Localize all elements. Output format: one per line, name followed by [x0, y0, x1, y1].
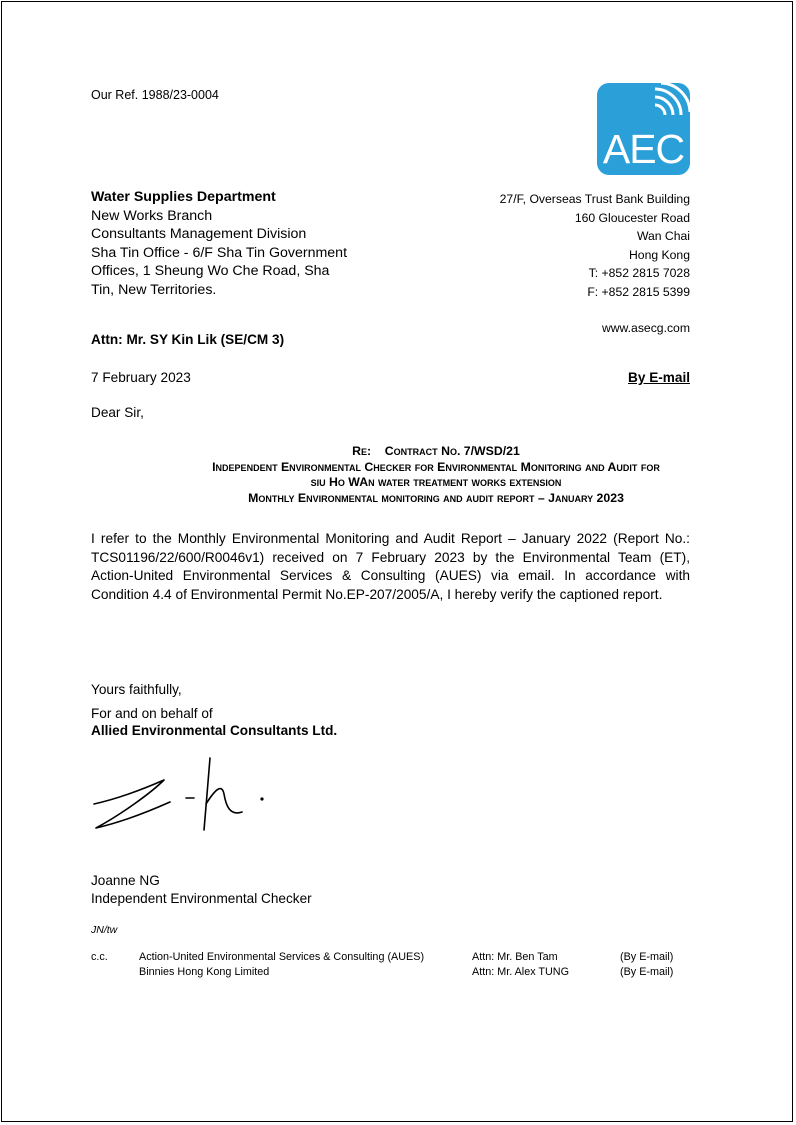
office-fax: F: +852 2815 5399: [587, 284, 690, 299]
cc-organization: Action-United Environmental Services & Consulting (AUES): [139, 951, 425, 963]
recipient-line: Offices, 1 Sheung Wo Che Road, Sha: [91, 263, 330, 280]
signer-name: Joanne NG: [91, 873, 160, 888]
letter-date: 7 February 2023: [91, 370, 191, 385]
subject-project: siu Ho WAn water treatment works extension: [310, 475, 562, 490]
company-logo: [597, 83, 690, 175]
office-address-line: 27/F, Overseas Trust Bank Building: [499, 192, 690, 206]
recipient-organization: Water Supplies Department: [91, 189, 276, 205]
recipient-line: Consultants Management Division: [91, 226, 307, 243]
reference-number: Our Ref. 1988/23-0004: [91, 88, 219, 102]
subject-contract: Re: Contract No. 7/WSD/21: [352, 444, 520, 458]
cc-organization: Binnies Hong Kong Limited: [139, 966, 270, 978]
valediction: Yours faithfully,: [91, 682, 182, 697]
letter-body: I refer to the Monthly Environmental Monitoring and Audit Report – January 2022 (Report No.: TCS01196/22/600/R0046v1) received on 7 February 2023 by the Environmental Team (ET), Action-United Environmental Services & Consulting (AUES) via email. In accordance with Condition 4.4 of Environmental Permit No.EP-207/2005/A, I hereby verify the captioned report.: [91, 531, 690, 602]
recipient-address: [91, 188, 347, 300]
signer-block: [91, 872, 312, 908]
handwritten-signature: [92, 754, 272, 838]
salutation: Dear Sir,: [91, 405, 144, 420]
recipient-line: Sha Tin Office - 6/F Sha Tin Government: [91, 244, 348, 261]
recipient-line: Tin, New Territories.: [91, 281, 217, 298]
subject-block: [91, 444, 781, 506]
sender-office-address: [500, 190, 690, 338]
subject-title: Independent Environmental Checker for Environmental Monitoring and Audit for: [212, 459, 660, 474]
subject-report: Monthly Environmental monitoring and audit report – January 2023: [248, 490, 624, 505]
typist-initials: JN/tw: [91, 924, 118, 936]
cc-entry: [91, 950, 691, 965]
cc-attention: Attn: Mr. Ben Tam: [472, 951, 558, 963]
attention-line: Attn: Mr. SY Kin Lik (SE/CM 3): [91, 332, 285, 347]
signer-title: Independent Environmental Checker: [91, 891, 312, 906]
recipient-line: New Works Branch: [91, 207, 213, 224]
company-name: Allied Environmental Consultants Ltd.: [91, 723, 338, 738]
office-telephone: T: +852 2815 7028: [588, 266, 690, 280]
logo-text: AEC: [602, 126, 685, 172]
office-website: www.asecg.com: [601, 321, 690, 335]
cc-label: c.c.: [91, 951, 108, 963]
cc-entry: [91, 965, 691, 980]
delivery-method: By E-mail: [628, 370, 690, 385]
office-address-line: Hong Kong: [629, 247, 690, 262]
office-address-line: 160 Gloucester Road: [574, 210, 690, 225]
office-address-line: Wan Chai: [636, 229, 690, 243]
cc-delivery: (By E-mail): [620, 951, 674, 963]
on-behalf-line: For and on behalf of: [91, 706, 213, 721]
cc-attention: Attn: Mr. Alex TUNG: [472, 966, 569, 978]
cc-delivery: (By E-mail): [620, 966, 674, 978]
